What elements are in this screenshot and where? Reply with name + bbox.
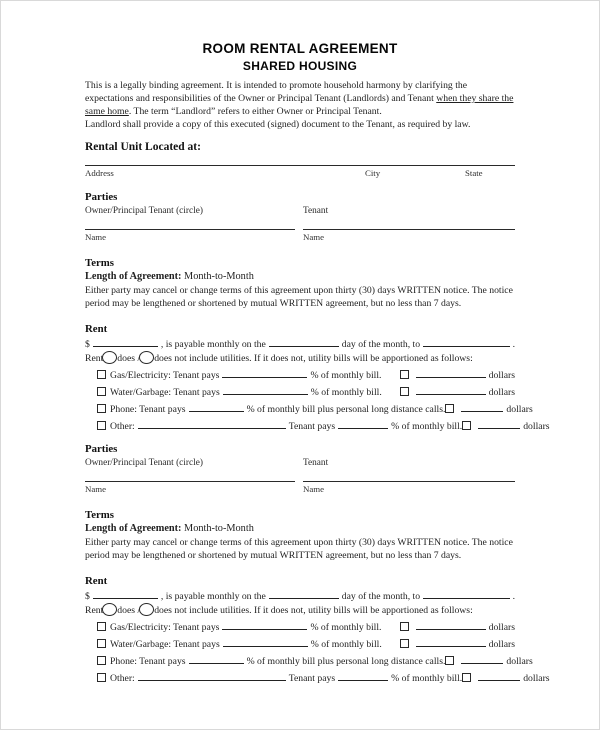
phone-pct-text: % of monthly bill plus personal long distance calls. [246,404,446,415]
owner-name-input-line[interactable] [85,218,295,230]
water-garbage-pct-text: % of monthly bill. [310,387,382,398]
tenant-name-label: Name [303,232,325,242]
gas-electricity-dollars-blank[interactable] [416,622,486,630]
utility-row-other [97,421,550,432]
utility-row-water-garbage [97,639,515,650]
other-checkbox[interactable] [97,421,106,430]
water-garbage-checkbox[interactable] [97,387,106,396]
length-of-agreement-line [85,271,515,282]
utilities-lead-text: Rent [85,605,104,616]
other-pct-text: % of monthly bill. [391,421,463,432]
other-tenant-pays-text: Tenant pays [288,673,336,684]
gas-electricity-label: Gas/Electricity: Tenant pays [110,370,220,381]
owner-name-input-line[interactable] [85,470,295,482]
phone-percent-blank[interactable] [189,656,244,664]
day-of-month-blank[interactable] [269,591,339,599]
utility-row-other [97,673,550,684]
utility-row-gas-electricity [97,370,515,381]
name-label-row [85,484,515,494]
water-garbage-label: Water/Garbage: Tenant pays [110,639,220,650]
utilities-rest-text: include utilities. If it does not, utility bills will be apportioned as follows: [186,605,473,616]
phone-label: Phone: Tenant pays [110,656,186,667]
phone-dollars-label: dollars [506,404,533,415]
water-garbage-dollars-label: dollars [488,387,515,398]
length-of-agreement-value: Month-to-Month [184,271,254,282]
phone-checkbox[interactable] [97,404,106,413]
rent-heading: Rent [85,323,108,335]
does-not-circle-marker[interactable] [139,351,154,364]
terms-heading: Terms [85,509,114,521]
rent-amount-blank[interactable] [93,339,158,347]
payable-period: . [512,339,515,350]
water-garbage-percent-blank[interactable] [223,639,308,647]
gas-electricity-pct-text: % of monthly bill. [310,622,382,633]
other-percent-blank[interactable] [338,421,388,429]
address-label-row [85,168,515,180]
address-label: Address [85,168,114,178]
payee-blank[interactable] [423,591,510,599]
terms-body-text: Either party may cancel or change terms of this agreement upon thirty (30) days WRITTEN notice. The notice period may be lengthened or shortened by mutual WRITTEN agreement, but no less than 7 days. [85,285,513,309]
does-option[interactable]: does [117,353,136,364]
parties-heading: Parties [85,191,118,203]
slash-text: / [135,353,141,364]
day-of-month-blank[interactable] [269,339,339,347]
water-garbage-dollars-blank[interactable] [416,639,486,647]
address-input-line[interactable] [85,165,515,166]
gas-electricity-dollars-label: dollars [488,622,515,633]
gas-electricity-dollars-blank[interactable] [416,370,486,378]
phone-pct-text: % of monthly bill plus personal long distance calls. [246,656,446,667]
other-dollars-label: dollars [523,673,550,684]
document-subtitle: SHARED HOUSING [242,59,358,73]
rent-payable-line [85,591,515,602]
does-circle-marker[interactable] [102,351,117,364]
other-dollars-checkbox[interactable] [462,421,471,430]
other-checkbox[interactable] [97,673,106,682]
name-input-lines [85,218,515,230]
water-garbage-dollars-blank[interactable] [416,387,486,395]
other-description-blank[interactable] [138,421,286,429]
terms-heading: Terms [85,257,114,269]
terms-body-text: Either party may cancel or change terms of this agreement upon thirty (30) days WRITTEN notice. The notice period may be lengthened or shortened by mutual WRITTEN agreement, but no less than 7 days. [85,537,513,561]
other-dollars-blank[interactable] [478,421,520,429]
tenant-name-input-line[interactable] [303,218,515,230]
length-of-agreement-value: Month-to-Month [184,523,254,534]
gas-electricity-percent-blank[interactable] [222,622,307,630]
phone-dollars-checkbox[interactable] [445,404,454,413]
water-garbage-dollars-label: dollars [488,639,515,650]
intro-law-line: Landlord shall provide a copy of this executed (signed) document to the Tenant, as required by law. [85,119,471,130]
utilities-rest-text: include utilities. If it does not, utility bills will be apportioned as follows: [186,353,473,364]
does-not-circle-marker[interactable] [139,603,154,616]
does-not-option[interactable]: does not [154,353,187,364]
rent-payable-line [85,339,515,350]
other-dollars-checkbox[interactable] [462,673,471,682]
agreement-section [85,443,550,684]
intro-underlined-phrase: when they share the same home [85,93,514,117]
parties-heading: Parties [85,443,118,455]
tenant-label: Tenant [303,458,329,468]
intro-text: This is a legally binding agreement. It is intended to promote household harmony by clarifying the expectations and responsibilities of the Owner or Principal Tenant (Landlords) and Tenant [85,80,468,104]
gas-electricity-label: Gas/Electricity: Tenant pays [110,622,220,633]
name-label-row [85,232,515,242]
utilities-choice-line [85,351,515,364]
does-not-option[interactable]: does not [154,605,187,616]
tenant-name-input-line[interactable] [303,470,515,482]
tenant-label: Tenant [303,206,329,216]
intro-text-after: . The term “Landlord” refers to either Owner or Principal Tenant. [128,106,382,117]
city-label: City [365,168,381,178]
gas-electricity-dollars-checkbox[interactable] [400,622,409,631]
water-garbage-dollars-checkbox[interactable] [400,387,409,396]
agreement-section [85,191,550,432]
phone-label: Phone: Tenant pays [110,404,186,415]
water-garbage-label: Water/Garbage: Tenant pays [110,387,220,398]
utility-row-phone [97,656,533,667]
owner-name-label: Name [85,232,107,242]
intro-paragraph [85,79,515,131]
phone-dollars-checkbox[interactable] [445,656,454,665]
other-label: Other: [110,421,135,432]
owner-principal-tenant-label: Owner/Principal Tenant (circle) [85,206,203,216]
document-title: ROOM RENTAL AGREEMENT [202,41,398,56]
tenant-name-label: Name [303,484,325,494]
other-tenant-pays-text: Tenant pays [288,421,336,432]
utility-row-gas-electricity [97,622,515,633]
utilities-lead-text: Rent [85,353,104,364]
phone-dollars-blank[interactable] [461,656,503,664]
phone-dollars-blank[interactable] [461,404,503,412]
rent-heading: Rent [85,575,108,587]
water-garbage-checkbox[interactable] [97,639,106,648]
utility-row-phone [97,404,533,415]
gas-electricity-dollars-label: dollars [488,370,515,381]
phone-checkbox[interactable] [97,656,106,665]
other-percent-blank[interactable] [338,673,388,681]
dollar-sign: $ [85,591,90,602]
rent-amount-blank[interactable] [93,591,158,599]
parties-label-row [85,206,515,216]
phone-dollars-label: dollars [506,656,533,667]
owner-name-label: Name [85,484,107,494]
gas-electricity-checkbox[interactable] [97,370,106,379]
length-of-agreement-line [85,523,515,534]
length-of-agreement-label: Length of Agreement: [85,523,182,534]
payable-text-2: day of the month, to [341,591,421,602]
owner-principal-tenant-label: Owner/Principal Tenant (circle) [85,458,203,468]
gas-electricity-dollars-checkbox[interactable] [400,370,409,379]
name-input-lines [85,470,515,482]
water-garbage-pct-text: % of monthly bill. [310,639,382,650]
utility-row-water-garbage [97,387,515,398]
payable-text-2: day of the month, to [341,339,421,350]
payee-blank[interactable] [423,339,510,347]
dollar-sign: $ [85,339,90,350]
does-option[interactable]: does [117,605,136,616]
phone-percent-blank[interactable] [189,404,244,412]
does-circle-marker[interactable] [102,603,117,616]
other-pct-text: % of monthly bill. [391,673,463,684]
slash-text: / [135,605,141,616]
payable-text-1: , is payable monthly on the [160,591,266,602]
payable-period: . [512,591,515,602]
rental-unit-heading: Rental Unit Located at: [85,141,201,153]
other-dollars-label: dollars [523,421,550,432]
gas-electricity-pct-text: % of monthly bill. [310,370,382,381]
water-garbage-dollars-checkbox[interactable] [400,639,409,648]
other-label: Other: [110,673,135,684]
parties-label-row [85,458,515,468]
other-description-blank[interactable] [138,673,286,681]
state-label: State [465,168,483,178]
other-dollars-blank[interactable] [478,673,520,681]
gas-electricity-percent-blank[interactable] [222,370,307,378]
utilities-choice-line [85,603,515,616]
payable-text-1: , is payable monthly on the [160,339,266,350]
gas-electricity-checkbox[interactable] [97,622,106,631]
length-of-agreement-label: Length of Agreement: [85,271,182,282]
water-garbage-percent-blank[interactable] [223,387,308,395]
